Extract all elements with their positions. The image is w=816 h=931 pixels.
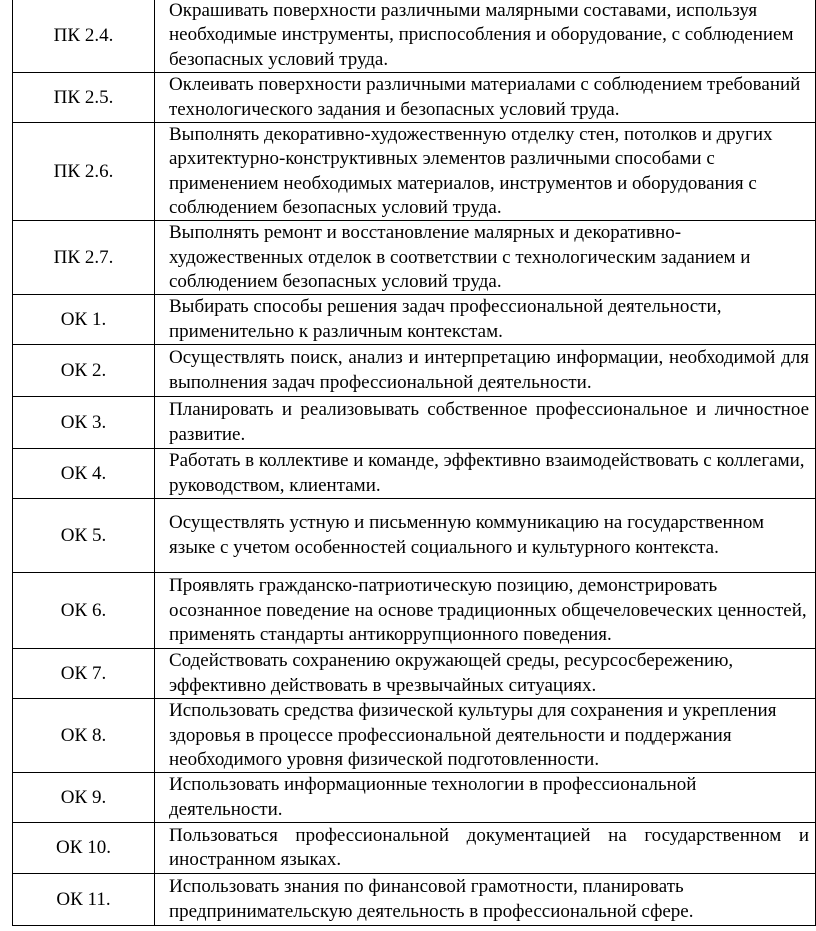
table-row xyxy=(13,0,816,73)
table-row xyxy=(13,123,816,221)
competency-code: ОК 3. xyxy=(13,397,155,449)
competency-code: ПК 2.7. xyxy=(13,221,155,295)
competency-code: ОК 2. xyxy=(13,345,155,397)
competency-description: Осуществлять устную и письменную коммуникацию на государственном языке с учетом особенностей социального и культурного контекста. xyxy=(155,499,816,573)
competency-description: Работать в коллективе и команде, эффективно взаимодействовать с коллегами, руководством, клиентами. xyxy=(155,449,816,499)
table-row xyxy=(13,649,816,699)
competency-description: Использовать знания по финансовой грамотности, планировать предпринимательскую деятельность в профессиональной сфере. xyxy=(155,874,816,926)
table-row xyxy=(13,773,816,823)
competency-description: Осуществлять поиск, анализ и интерпретацию информации, необходимой для выполнения задач профессиональной деятельности. xyxy=(155,345,816,397)
competency-description: Проявлять гражданско-патриотическую позицию, демонстрировать осознанное поведение на основе традиционных общечеловеческих ценностей, применять стандарты антикоррупционного поведения. xyxy=(155,573,816,649)
table-row xyxy=(13,699,816,773)
competency-code: ОК 8. xyxy=(13,699,155,773)
competency-code: ОК 7. xyxy=(13,649,155,699)
table-row xyxy=(13,397,816,449)
competency-code: ОК 9. xyxy=(13,773,155,823)
competency-description: Содействовать сохранению окружающей среды, ресурсосбережению, эффективно действовать в чрезвычайных ситуациях. xyxy=(155,649,816,699)
competency-description: Выбирать способы решения задач профессиональной деятельности, применительно к различным контекстам. xyxy=(155,295,816,345)
competency-description: Использовать информационные технологии в профессиональной деятельности. xyxy=(155,773,816,823)
competency-code: ОК 5. xyxy=(13,499,155,573)
competency-description: Оклеивать поверхности различными материалами с соблюдением требований технологического задания и безопасных условий труда. xyxy=(155,73,816,123)
table-row xyxy=(13,823,816,874)
competency-code: ПК 2.5. xyxy=(13,73,155,123)
competency-description: Использовать средства физической культуры для сохранения и укрепления здоровья в процессе профессиональной деятельности и поддержания необходимого уровня физической подготовленности. xyxy=(155,699,816,773)
competency-description: Пользоваться профессиональной документацией на государственном и иностранном языках. xyxy=(155,823,816,874)
competency-code: ОК 4. xyxy=(13,449,155,499)
competency-code: ОК 10. xyxy=(13,823,155,874)
table-row xyxy=(13,295,816,345)
table-row xyxy=(13,345,816,397)
competencies-table xyxy=(12,0,816,926)
table-row xyxy=(13,499,816,573)
competency-code: ПК 2.6. xyxy=(13,123,155,221)
competency-description: Планировать и реализовывать собственное профессиональное и личностное развитие. xyxy=(155,397,816,449)
competency-description: Выполнять ремонт и восстановление малярных и декоративно-художественных отделок в соответствии с технологическим заданием и соблюдением безопасных условий труда. xyxy=(155,221,816,295)
competency-description: Окрашивать поверхности различными малярными составами, используя необходимые инструменты, приспособления и оборудование, с соблюдением безопасных условий труда. xyxy=(155,0,816,73)
competency-code: ПК 2.4. xyxy=(13,0,155,73)
table-row xyxy=(13,221,816,295)
table-row xyxy=(13,874,816,926)
table-row xyxy=(13,73,816,123)
table-row xyxy=(13,573,816,649)
competency-code: ОК 1. xyxy=(13,295,155,345)
competency-code: ОК 6. xyxy=(13,573,155,649)
competency-description: Выполнять декоративно-художественную отделку стен, потолков и других архитектурно-конструктивных элементов различными способами с применением необходимых материалов, инструментов и оборудования с соблюдением безопасных условий труда. xyxy=(155,123,816,221)
competency-code: ОК 11. xyxy=(13,874,155,926)
table-row xyxy=(13,449,816,499)
